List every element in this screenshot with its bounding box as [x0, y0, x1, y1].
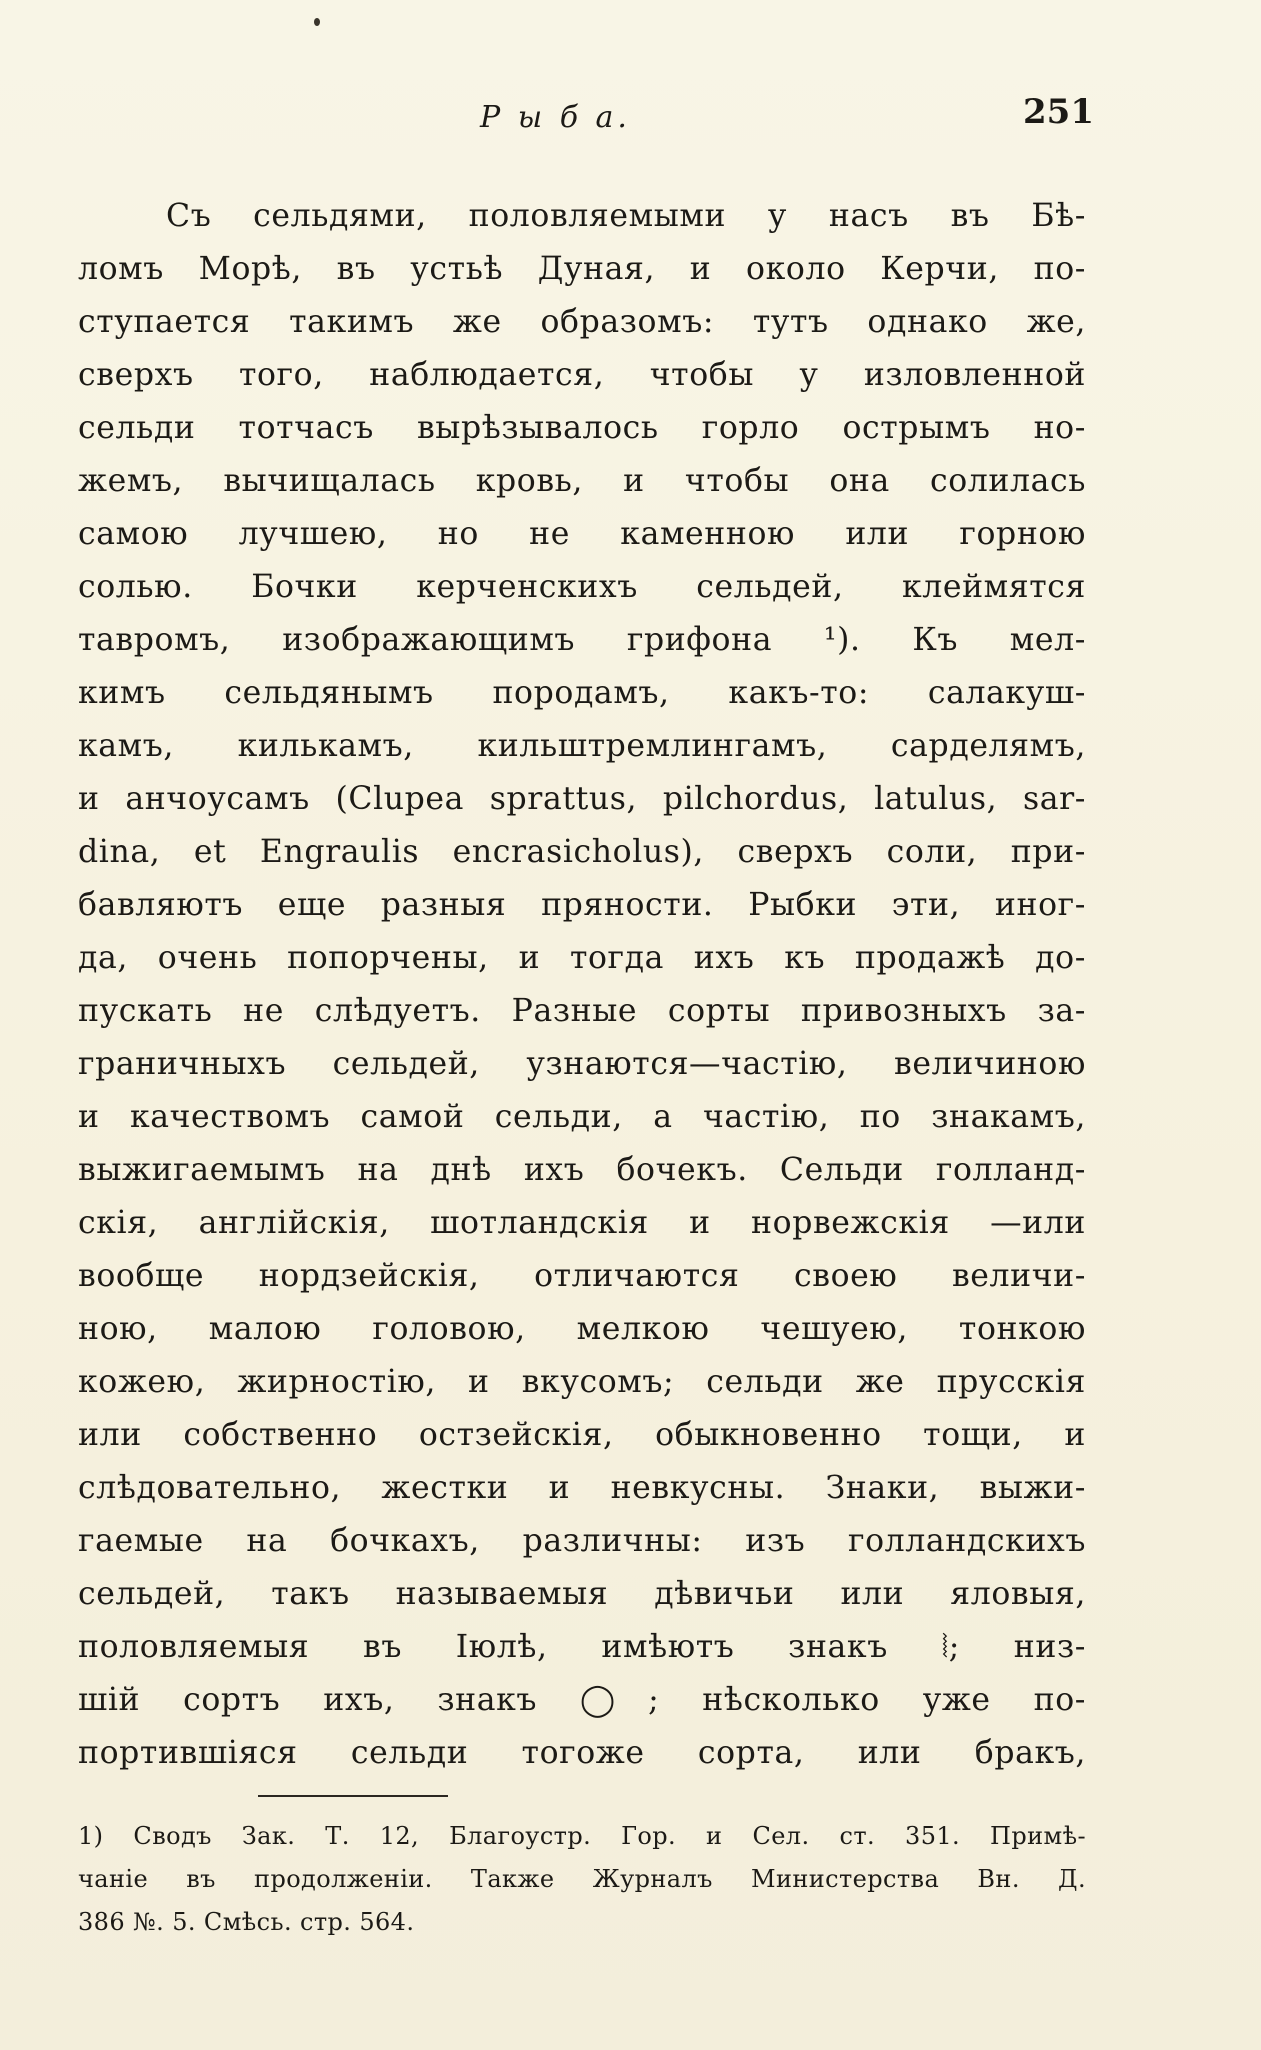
body-text — [78, 190, 1086, 1780]
footnote-line: 386 №. 5. Смѣсь. стр. 564. — [78, 1908, 415, 1936]
text-line: тавромъ, изображающимъ грифона ¹). Къ мел- — [78, 622, 1086, 658]
text-line: и анчоусамъ (Clupea sprattus, pilchordus, latulus, sar- — [78, 781, 1086, 817]
text-line: камъ, килькамъ, кильштремлингамъ, сарделямъ, — [78, 728, 1086, 764]
footnote-divider — [258, 1795, 448, 1797]
text-line: портившіяся сельди тогоже сорта, или бракъ, — [78, 1735, 1086, 1771]
text-line: и качествомъ самой сельди, а частію, по знакамъ, — [78, 1099, 1086, 1135]
print-speck — [314, 18, 320, 26]
text-line: половляемыя въ Іюлѣ, имѣютъ знакъ ⦚; низ- — [78, 1629, 1086, 1665]
text-line: шій сортъ ихъ, знакъ ◯; нѣсколько уже по- — [78, 1682, 1086, 1718]
text-line: кожею, жирностію, и вкусомъ; сельди же прусскія — [78, 1364, 1086, 1400]
text-line: сельди тотчасъ вырѣзывалось горло острымъ но- — [78, 410, 1086, 446]
text-line: ною, малою головою, мелкою чешуею, тонкою — [78, 1311, 1086, 1347]
text-line: жемъ, вычищалась кровь, и чтобы она солилась — [78, 463, 1086, 499]
text-line: гаемые на бочкахъ, различны: изъ голландскихъ — [78, 1523, 1086, 1559]
text-line: ломъ Морѣ, въ устьѣ Дуная, и около Керчи, по- — [78, 251, 1086, 287]
footnote — [78, 1815, 1086, 1944]
text-line: скія, англійскія, шотландскія и норвежскія —или — [78, 1205, 1086, 1241]
text-line: граничныхъ сельдей, узнаются—частію, величиною — [78, 1046, 1086, 1082]
text-line: солью. Бочки керченскихъ сельдей, клеймятся — [78, 569, 1086, 605]
page-header — [0, 92, 1261, 160]
text-line: Съ сельдями, половляемыми у насъ въ Бѣ- — [166, 198, 1086, 234]
text-line: вообще нордзейскія, отличаются своею величи- — [78, 1258, 1086, 1294]
text-line: да, очень попорчены, и тогда ихъ къ продажѣ до- — [78, 940, 1086, 976]
text-line: пускать не слѣдуетъ. Разные сорты привозныхъ за- — [78, 993, 1086, 1029]
footnote-line: чаніе въ продолженіи. Также Журналъ Министерства Вн. Д. — [78, 1865, 1086, 1893]
text-line: выжигаемымъ на днѣ ихъ бочекъ. Сельди голланд- — [78, 1152, 1086, 1188]
footnote-line: 1) Сводъ Зак. Т. 12, Благоустр. Гор. и Сел. ст. 351. Примѣ- — [78, 1822, 1086, 1850]
text-line: кимъ сельдянымъ породамъ, какъ-то: салакуш- — [78, 675, 1086, 711]
text-line: самою лучшею, но не каменною или горною — [78, 516, 1086, 552]
text-line: сверхъ того, наблюдается, чтобы у изловленной — [78, 357, 1086, 393]
text-line: или собственно остзейскія, обыкновенно тощи, и — [78, 1417, 1086, 1453]
page-number: 251 — [1023, 92, 1094, 132]
text-line: dina, et Engraulis encrasicholus), сверхъ соли, при- — [78, 834, 1086, 870]
text-line: слѣдовательно, жестки и невкусны. Знаки, выжи- — [78, 1470, 1086, 1506]
text-line: сельдей, такъ называемыя дѣвичьи или яловыя, — [78, 1576, 1086, 1612]
text-line: ступается такимъ же образомъ: тутъ однако же, — [78, 304, 1086, 340]
text-line: бавляютъ еще разныя пряности. Рыбки эти, иног- — [78, 887, 1086, 923]
running-head: Р ы б а. — [480, 100, 631, 135]
